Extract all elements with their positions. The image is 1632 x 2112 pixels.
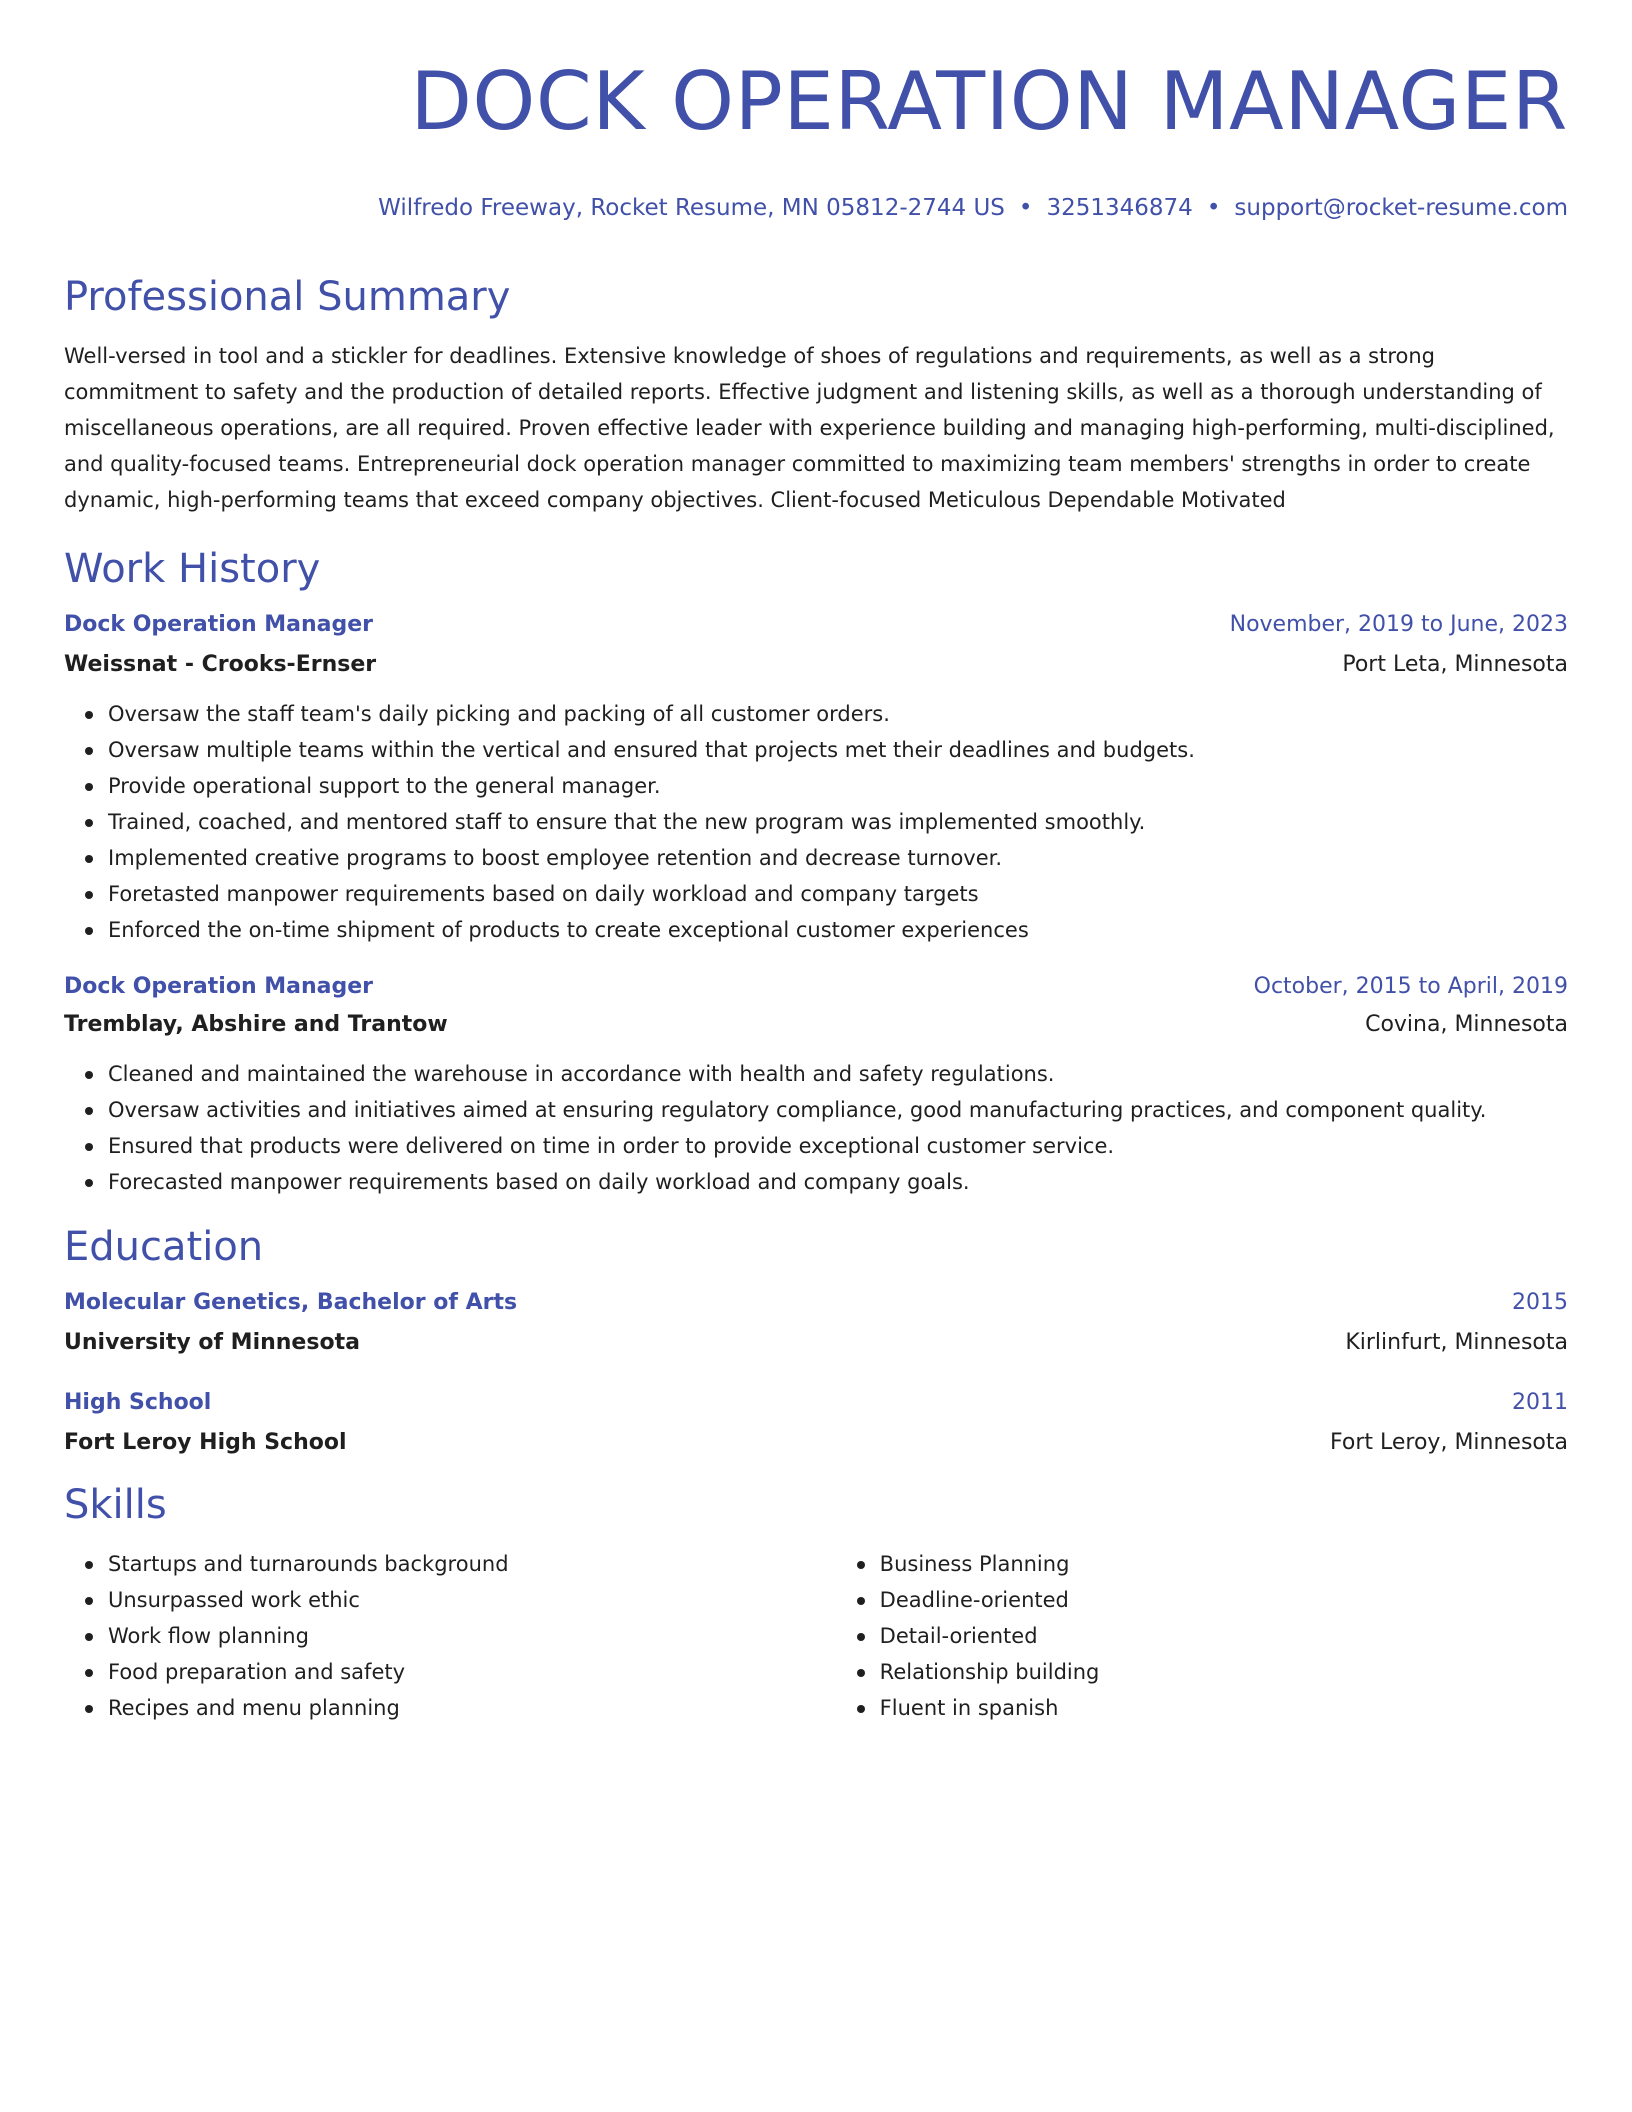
skill-item: Deadline-oriented <box>880 1582 1568 1618</box>
education-school: University of Minnesota <box>64 1330 360 1355</box>
job-bullets <box>64 1056 1568 1200</box>
skill-item: Fluent in spanish <box>880 1690 1568 1726</box>
contact-email[interactable]: support@rocket-resume.com <box>1234 195 1568 221</box>
list-item: Oversaw multiple teams within the vertical and ensured that projects met their deadlines and budgets. <box>108 732 1568 768</box>
list-item: Cleaned and maintained the warehouse in accordance with health and safety regulations. <box>108 1056 1568 1092</box>
education-year: 2015 <box>1512 1290 1568 1315</box>
skills-columns <box>64 1546 1568 1726</box>
job-role: Dock Operation Manager <box>64 974 374 999</box>
job-company: Tremblay, Abshire and Trantow <box>64 1012 448 1037</box>
education-location: Fort Leroy, Minnesota <box>1330 1430 1568 1455</box>
list-item: Foretasted manpower requirements based on daily workload and company targets <box>108 876 1568 912</box>
job-entry <box>64 972 1568 1200</box>
contact-separator: • <box>1206 195 1221 221</box>
contact-address: Wilfredo Freeway, Rocket Resume, MN 05812-2744 US <box>378 195 1005 221</box>
education-school-row <box>64 1328 1568 1358</box>
skill-item: Unsurpassed work ethic <box>108 1582 836 1618</box>
job-company-row <box>64 650 1568 680</box>
list-item: Oversaw the staff team's daily picking and packing of all customer orders. <box>108 696 1568 732</box>
education-entry <box>64 1388 1568 1458</box>
education-school: Fort Leroy High School <box>64 1430 347 1455</box>
summary-text: Well-versed in tool and a stickler for deadlines. Extensive knowledge of shoes of regulations and requirements, as well as a strong commitment to safety and the production of detailed reports. Effective judgment and listening skills, as well as a thorough understanding of miscellaneous operations, are all required. Proven effective leader with experience building and managing high-performing, multi-disciplined, and quality-focused teams. Entrepreneurial dock operation manager committed to maximizing team members' strengths in order to create dynamic, high-performing teams that exceed company objectives. Client-focused Meticulous Dependable Motivated <box>64 344 1555 512</box>
skill-item: Business Planning <box>880 1546 1568 1582</box>
contact-phone: 3251346874 <box>1046 195 1193 221</box>
skill-item: Startups and turnarounds background <box>108 1546 836 1582</box>
job-role: Dock Operation Manager <box>64 612 374 637</box>
skills-heading: Skills <box>64 1482 167 1528</box>
contact-separator: • <box>1018 195 1033 221</box>
job-location: Covina, Minnesota <box>1365 1012 1568 1037</box>
list-item: Forecasted manpower requirements based on daily workload and company goals. <box>108 1164 1568 1200</box>
education-entry <box>64 1288 1568 1358</box>
list-item: Trained, coached, and mentored staff to ensure that the new program was implemented smoothly. <box>108 804 1568 840</box>
skill-item: Relationship building <box>880 1654 1568 1690</box>
job-header-row <box>64 610 1568 640</box>
job-dates: November, 2019 to June, 2023 <box>1229 612 1568 637</box>
education-heading: Education <box>64 1224 264 1270</box>
job-location: Port Leta, Minnesota <box>1342 652 1568 677</box>
resume-title: DOCK OPERATION MANAGER <box>410 55 1568 148</box>
education-header-row <box>64 1288 1568 1318</box>
education-year: 2011 <box>1512 1390 1568 1415</box>
education-degree: High School <box>64 1390 212 1415</box>
list-item: Implemented creative programs to boost employee retention and decrease turnover. <box>108 840 1568 876</box>
list-item: Ensured that products were delivered on time in order to provide exceptional customer service. <box>108 1128 1568 1164</box>
list-item: Enforced the on-time shipment of products to create exceptional customer experiences <box>108 912 1568 948</box>
contact-line <box>64 192 1568 224</box>
education-degree: Molecular Genetics, Bachelor of Arts <box>64 1290 518 1315</box>
job-company: Weissnat - Crooks-Ernser <box>64 652 377 677</box>
work-history-heading: Work History <box>64 546 321 592</box>
skill-item: Work flow planning <box>108 1618 836 1654</box>
list-item: Provide operational support to the general manager. <box>108 768 1568 804</box>
job-dates: October, 2015 to April, 2019 <box>1253 974 1568 999</box>
job-bullets <box>64 696 1568 948</box>
job-entry <box>64 610 1568 948</box>
education-header-row <box>64 1388 1568 1418</box>
education-location: Kirlinfurt, Minnesota <box>1345 1330 1568 1355</box>
summary-heading: Professional Summary <box>64 274 511 320</box>
list-item: Oversaw activities and initiatives aimed at ensuring regulatory compliance, good manufacturing practices, and component quality. <box>108 1092 1568 1128</box>
education-school-row <box>64 1428 1568 1458</box>
skill-item: Detail-oriented <box>880 1618 1568 1654</box>
job-header-row <box>64 972 1568 1002</box>
skills-list-left <box>64 1546 836 1726</box>
skill-item: Food preparation and safety <box>108 1654 836 1690</box>
skill-item: Recipes and menu planning <box>108 1690 836 1726</box>
job-company-row <box>64 1010 1568 1040</box>
skills-list-right <box>836 1546 1568 1726</box>
